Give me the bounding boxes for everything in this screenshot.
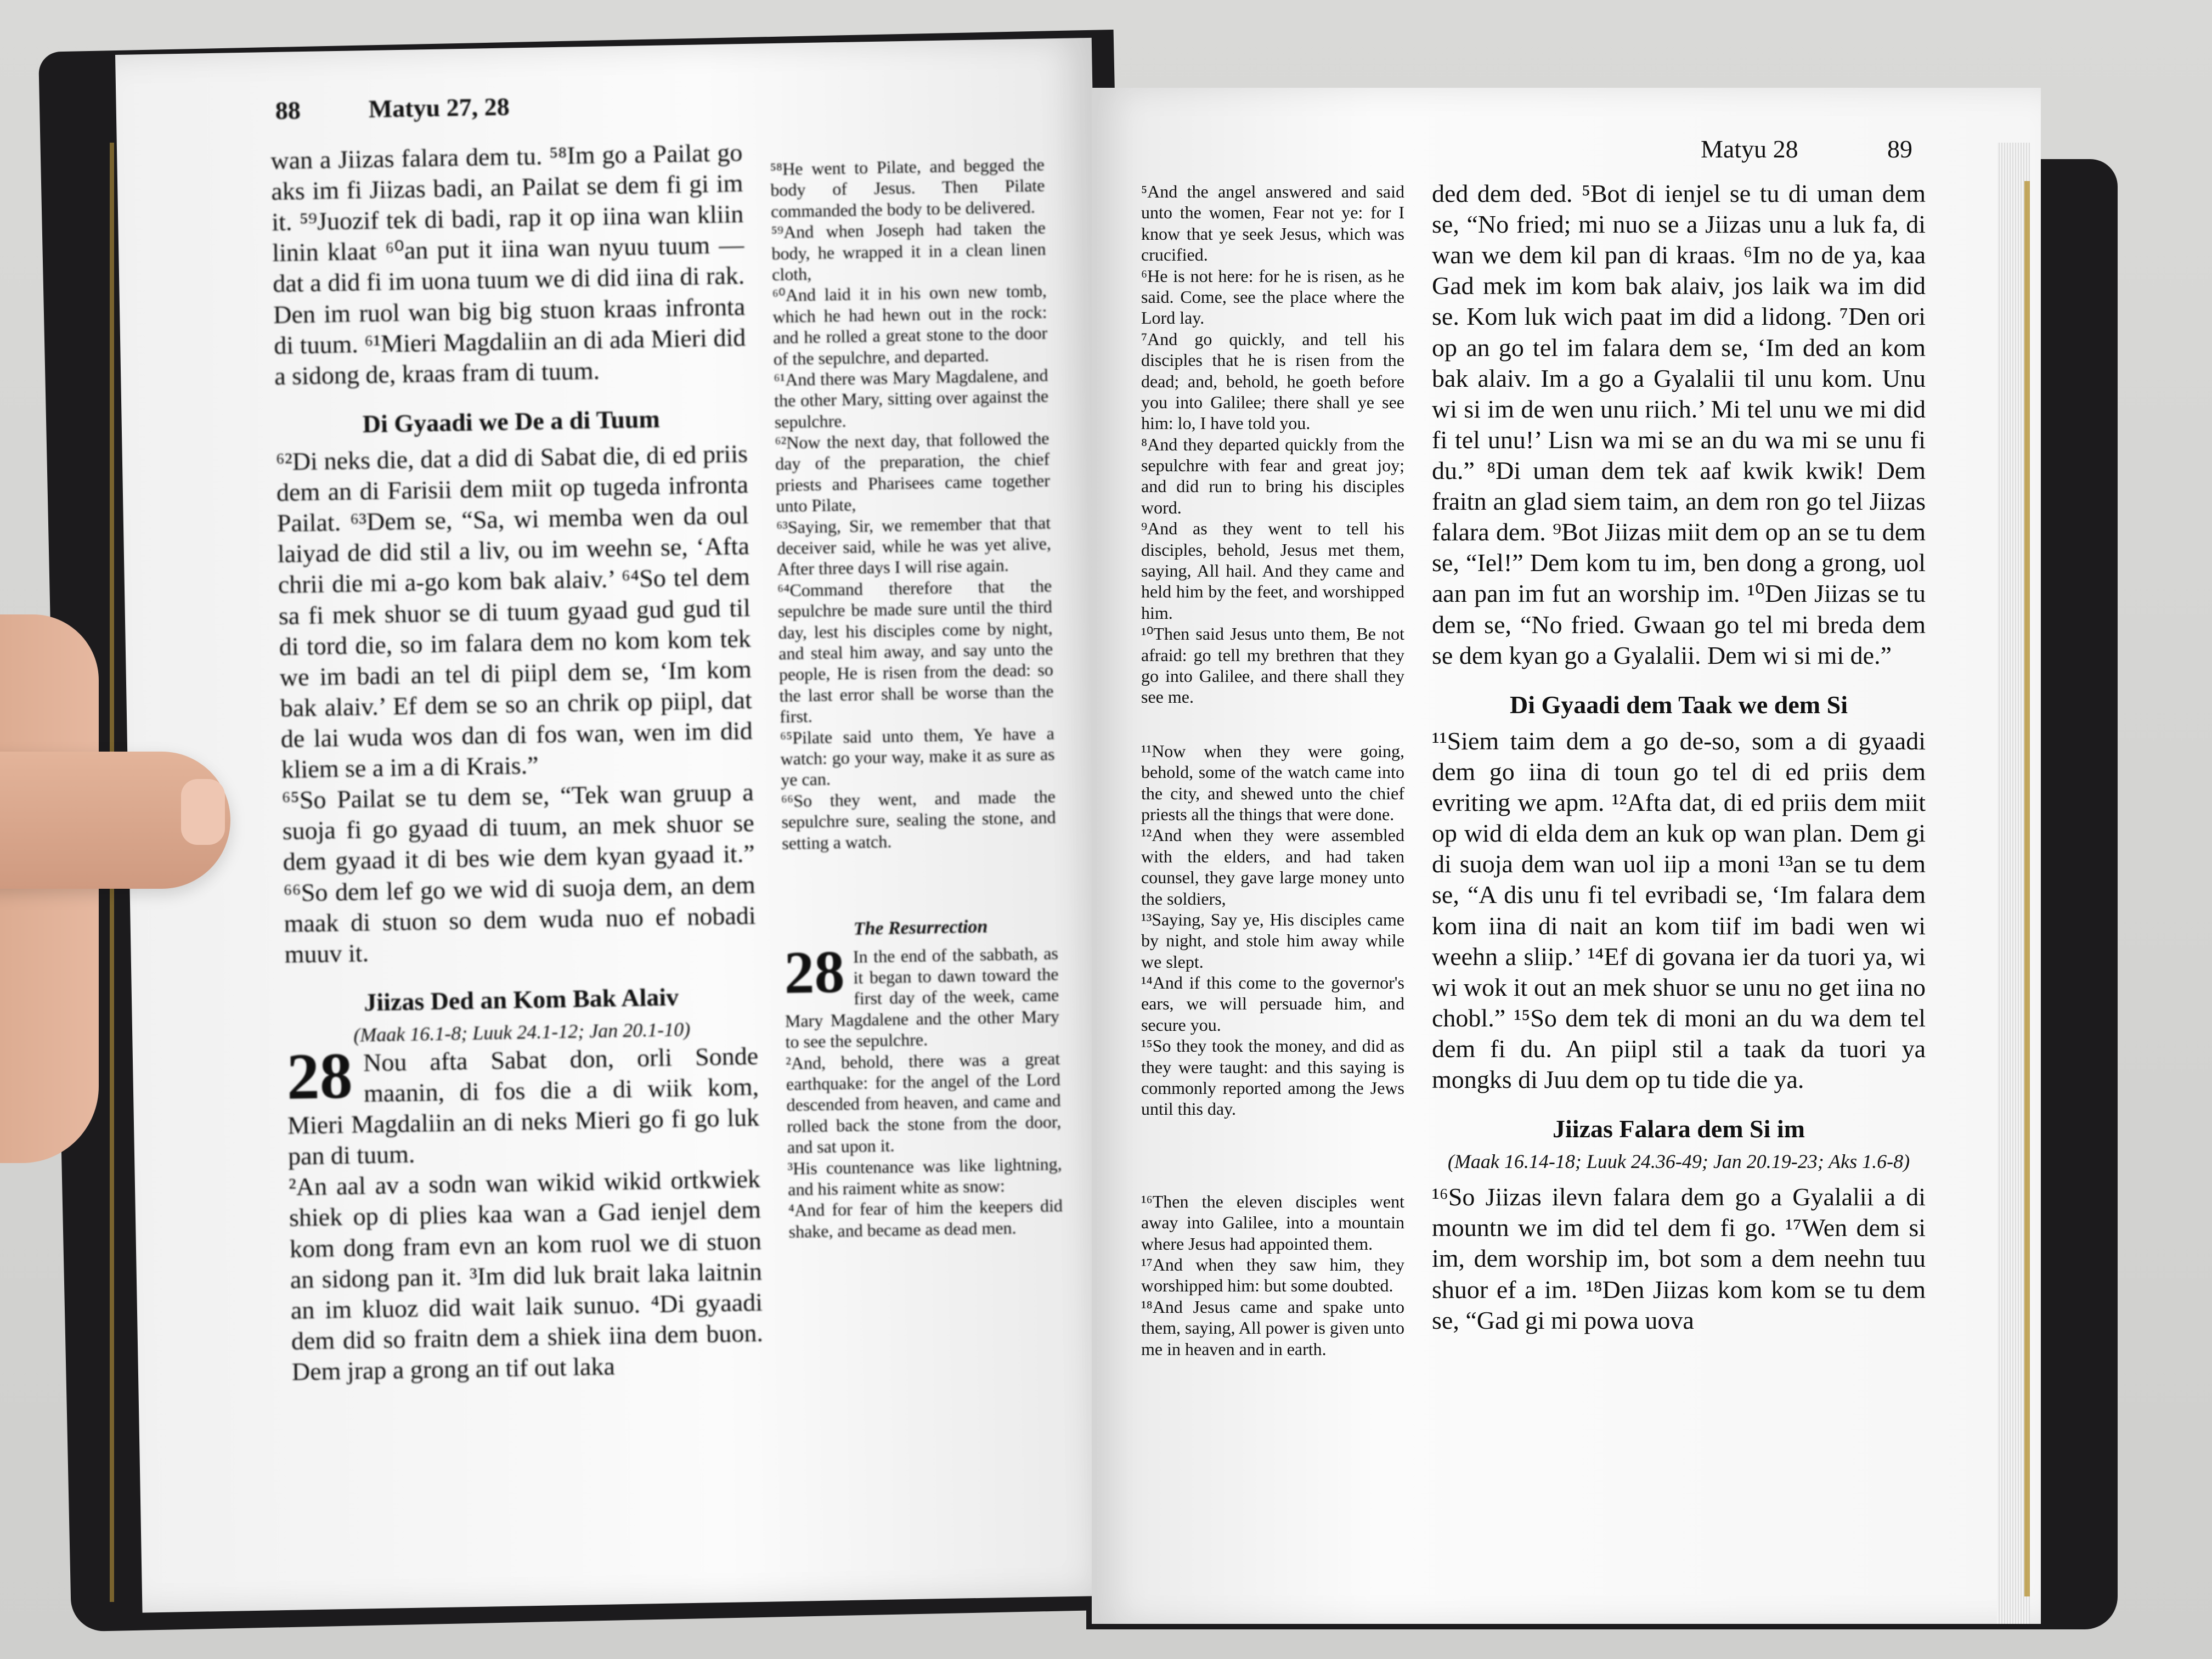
thumbnail: [181, 779, 225, 845]
right-kjv-verse: ⁶He is not here: for he is risen, as he said. Come, see the place where the Lord lay.: [1141, 266, 1404, 328]
right-kjv-verse: ⁷And go quickly, and tell his disciples that he is risen from the dead; and, behold, he goeth before you into Galilee; there shall ye see him: lo, I have told you.: [1141, 329, 1404, 433]
left-patois-heading: Di Gyaadi we De a di Tuum: [362, 404, 661, 438]
left-patois-paragraph: ²An aal av a sodn wan wikid wikid ortkwiek shiek op di plies kaa wan a Gad ienjel dem kom dong fram evn an kom ruol we di stuon an sidong pan it. ³Im did luk brait laka laitnin an im kluoz did wait laik sunuo. ⁴Di gyaadi dem did so fraitn dem a shiek iina dem buon. Dem jrap a grong an tif out laka: [288, 1165, 764, 1386]
right-kjv-verse: ¹⁶Then the eleven disciples went away into Galilee, into a mountain where Jesus had appointed them.: [1141, 1191, 1404, 1254]
right-patois-paragraph: ded dem ded. ⁵Bot di ienjel se tu di uman dem se, “No fried; mi nuo se a Jiizas unu a luk fa, di wan we dem kil pan di kraas. ⁶Im no de ya, kaa Gad mek im kom bak alaiv, jos laik wa im did se. Kom luk wich paat im did a lidong. ⁷Den ori op an go tel im falara dem se, ‘Im ded an kom bak alaiv. Im a go a Gyalalii til unu kom. Unu wi si im de wen unu riich.’ Mi tel unu we mi did fi tel unu!’ Lisn wa mi se an du wa mi se unu fi du.” ⁸Di uman dem tek aaf kwik kwik! Dem fraitn an glad siem taim, an dem ron go tel Jiizas falara dem. ⁹Bot Jiizas miit dem op an se tu dem se, “Iel!” Dem kom tu im, ben dong a grong, uol aan pan im fut an worship im. ¹⁰Den Jiizas se tu dem se, “No fried. Gwaan go tel mi breda dem se dem kyan go a Gyalalii. Dem wi si mi de.”: [1432, 179, 1926, 669]
left-kjv-verse: [783, 938, 1060, 1053]
left-kjv-verse: ⁶⁴Command therefore that the sepulchre be made sure until the third day, lest his disciples come by night, and steal him away, and say unto the people, He is risen from the dead: so the last error shall be worse than the first.: [777, 575, 1054, 727]
left-kjv-verse: ⁶⁰And laid it in his own new tomb, which he had hewn out in the rock: and he rolled a great stone to the door of the sepulchre, and departed.: [772, 280, 1048, 369]
left-kjv-verse: ⁶⁵Pilate said unto them, Ye have a watch: go your way, make it as sure as ye can.: [780, 723, 1055, 790]
left-page: [115, 38, 1119, 1613]
left-kjv-verse: ⁵⁹And when Joseph had taken the body, he wrapped it in a clean linen cloth,: [771, 217, 1046, 285]
left-patois-paragraph: wan a Jiizas falara dem tu. ⁵⁸Im go a Pailat go aks im fi Jiizas badi, an Pailat se dem fi gi im it. ⁵⁹Juozif tek di badi, rap it op iina wan kliin linin klaat ⁶⁰an put it iina wan nyuu tuum — dat a did fi im uona tuum we di did iina di rak. Den im ruol wan big big stuon kraas infronta di tuum. ⁶¹Mieri Magdaliin an di ada Mieri did a sidong de, kraas fram di tuum.: [270, 138, 746, 390]
left-kjv-verse: ⁶²Now the next day, that followed the day of the preparation, the chief priests and Pharisees came together unto Pilate,: [775, 428, 1051, 516]
right-kjv-verse: ¹⁸And Jesus came and spake unto them, saying, All power is given unto me in heaven and in earth.: [1141, 1296, 1404, 1359]
left-kjv-verse: ⁴And for fear of him the keepers did shake, and became as dead men.: [788, 1195, 1063, 1242]
left-kjv-verse: ³His countenance was like lightning, and his raiment white as snow:: [787, 1153, 1062, 1199]
left-kjv-verse: ⁶¹And there was Mary Magdalene, and the other Mary, sitting over against the sepulchre.: [774, 365, 1049, 432]
right-kjv-verse: ⁸And they departed quickly from the sepulchre with fear and great joy; and did run to bring his disciples word.: [1141, 434, 1404, 517]
left-page-number: 88: [275, 96, 301, 125]
right-patois-column: [1432, 178, 1926, 1336]
right-patois-crossref: (Maak 16.14-18; Luuk 24.36-49; Jan 20.19-23; Aks 1.6-8): [1447, 1150, 1910, 1173]
left-patois-paragraph: [286, 1041, 760, 1172]
right-kjv-verse: ¹⁰Then said Jesus unto them, Be not afraid: go tell my brethren that they go into Galilee, and there shall they see me.: [1141, 624, 1404, 707]
right-kjv-verse: ¹²And when they were assembled with the elders, and had taken counsel, they gave large money unto the soldiers,: [1141, 825, 1404, 909]
right-page: [1092, 88, 2041, 1624]
left-kjv-verse: ⁶³Saying, Sir, we remember that that deceiver said, while he was yet alive, After three days I will rise again.: [776, 512, 1052, 579]
chapter-opening-text: Nou afta Sabat don, orli Sonde maanin, di fos die a di wiik kom, Mieri Magdaliin an di neks Mieri go fi go luk pan di tuum.: [287, 1041, 760, 1170]
left-kjv-verse: ²And, behold, there was a great earthquake: for the angel of the Lord descended from heaven, and came and rolled back the stone from the door, and sat upon it.: [785, 1048, 1062, 1158]
left-patois-crossref: (Maak 16.1-8; Luuk 24.1-12; Jan 20.1-10): [353, 1018, 691, 1046]
left-kjv-verse: ⁵⁸He went to Pilate, and begged the body of Jesus. Then Pilate commanded the body to be delivered.: [770, 154, 1045, 221]
right-kjv-column: [1141, 181, 1404, 1359]
left-kjv-heading: The Resurrection: [853, 916, 988, 939]
chapter-number: 28: [286, 1039, 353, 1113]
right-kjv-verse: ¹³Saying, Say ye, His disciples came by night, and stole him away while we slept.: [1141, 909, 1404, 972]
right-kjv-verse: ¹⁵So they took the money, and did as they were taught: and this saying is commonly reported among the Jews until this day.: [1141, 1036, 1404, 1119]
hand-palm: [0, 614, 99, 1163]
right-patois-heading: Di Gyaadi dem Taak we dem Si: [1510, 690, 1848, 719]
right-patois-paragraph: ¹¹Siem taim dem a go de-so, som a di gyaadi dem go iina di toun go tel di ed priis dem evriting we apm. ¹²Afta dat, di ed priis dem miit op wid di elda dem an kuk op wan plan. Dem gi di suoja dem wan uol iip a moni ¹³an se tu dem se, “A dis unu fi tel evribadi se, ‘Im falara dem kom iina di nait an kom tiif im badi wen wi weehn a sliip.’ ¹⁴Ef di govana ier da tuori ya, wi wi wok it out an mek shuor se unu no get iina no chobl.” ¹⁵So dem tek di moni an du wa dem tel dem fi du. An piipl stil a taak da tuori ya mongks di Juu dem op tu tide die ya.: [1432, 726, 1926, 1094]
right-kjv-verse: ⁹And as they went to tell his disciples, behold, Jesus met them, saying, All hail. And they came and held him by the feet, and worshipped him.: [1141, 518, 1404, 623]
right-patois-heading: Jiizas Falara dem Si im: [1553, 1115, 1805, 1143]
left-patois-heading: Jiizas Ded an Kom Bak Alaiv: [363, 983, 679, 1017]
left-kjv-column: [770, 154, 1063, 1242]
kjv-chapter-number: 28: [783, 938, 845, 1006]
left-kjv-verse: ⁶⁶So they went, and made the sepulchre sure, sealing the stone, and setting a watch.: [781, 786, 1056, 853]
right-kjv-verse: ⁵And the angel answered and said unto the women, Fear not ye: for I know that ye seek Jesus, which was crucified.: [1141, 182, 1404, 265]
right-patois-paragraph: ¹⁶So Jiizas ilevn falara dem go a Gyalalii a di mountn we im did tel dem fi go. ¹⁷Wen dem si im, dem worship im, bot som a dem neehn tuu shuor ef a im. ¹⁸Den Jiizas kom kom se tu dem se, “Gad gi mi powa uova: [1432, 1183, 1926, 1334]
right-running-head: Matyu 28: [1701, 135, 1798, 163]
right-kjv-verse: ¹⁴And if this come to the governor's ears, we will persuade him, and secure you.: [1141, 973, 1404, 1035]
left-patois-paragraph: ⁶⁵So Pailat se tu dem se, “Tek wan gruup a suoja fi go gyaad di tuum, an mek shuor se dem gyaad it di bes wie dem kyan gyaad it.” ⁶⁶So dem lef go we wid di suoja dem, an dem maak di stuon so dem wuda nuo ef nobadi muuv it.: [281, 778, 756, 968]
right-kjv-verse: ¹⁷And when they saw him, they worshipped him: but some doubted.: [1141, 1254, 1404, 1296]
right-page-number: 89: [1887, 135, 1912, 163]
left-patois-column: [270, 137, 764, 1387]
gold-page-edge-right: [2024, 181, 2030, 1596]
right-kjv-verse: ¹¹Now when they were going, behold, some of the watch came into the city, and shewed unto the chief priests all the things that were done.: [1141, 741, 1404, 824]
kjv-chapter-opening-text: In the end of the sabbath, as it began to dawn toward the first day of the week, came Mary Magdalene and the other Mary to see the sepulchre.: [785, 943, 1060, 1052]
left-patois-paragraph: ⁶²Di neks die, dat a did di Sabat die, di ed priis dem an di Farisii dem miit op tugeda infronta Pailat. ⁶³Dem se, “Sa, wi memba wen da oul laiyad de did stil a liv, ou im weehn se, ‘Afta chrii die mi a-go kom bak alaiv.’ ⁶⁴So tel dem sa fi mek shuor se di tuum gyaad gud gud til di tord die, so im falara dem no kom kom tek we im badi an tel di piipl dem se, ‘Im kom bak alaiv.’ Ef dem se so an chrik op piipl, dat de lai wuda wos dan di fos wan, wen im did kliem se a im a di Krais.”: [275, 439, 753, 783]
left-running-head: Matyu 27, 28: [368, 92, 510, 123]
